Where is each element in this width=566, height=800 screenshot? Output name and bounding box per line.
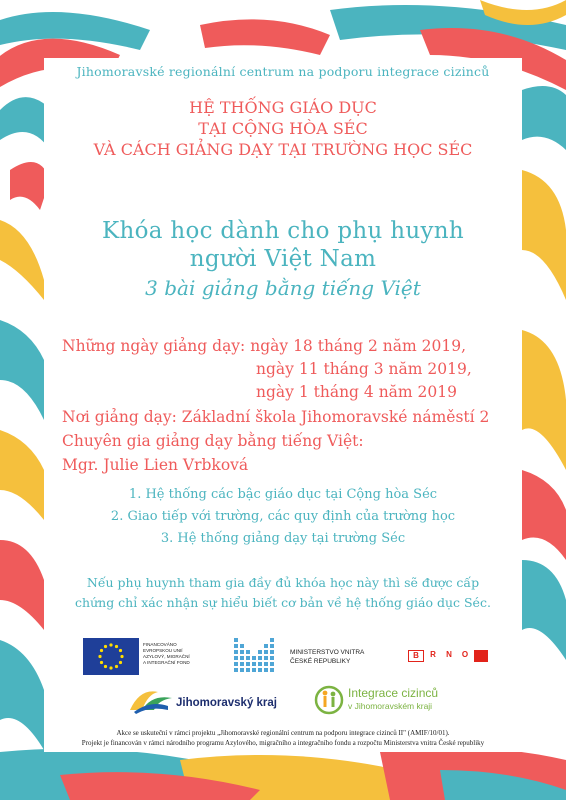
brno-letter: O bbox=[461, 650, 469, 659]
course-subtitle: 3 bài giảng bằng tiếng Việt bbox=[145, 276, 421, 300]
expert-name: Mgr. Julie Lien Vrbková bbox=[62, 456, 249, 474]
topic-item-2: 2. Giao tiếp với trường, các quy định của trường học bbox=[110, 509, 456, 524]
schedule-label: Những ngày giảng dạy: bbox=[62, 337, 246, 355]
jmk-arch-icon bbox=[128, 686, 174, 714]
eu-logo-text-line: AZYLOVÝ, MIGRAČNÍ bbox=[143, 654, 190, 659]
footer-line-1: Akce se uskuteční v rámci projektu „Jihomoravské regionální centrum na podporu integrace cizinců II" (AMIF/10/01). bbox=[116, 729, 450, 737]
note-line-1: Nếu phụ huynh tham gia đầy đủ khóa học này thì sẽ được cấp bbox=[86, 575, 480, 590]
footer-line-2: Projekt je financován v rámci národního programu Azylového, migračního a integračního fondu a rozpočtu Ministerstva vnitra České republiky bbox=[81, 739, 485, 747]
integrace-people-icon bbox=[314, 684, 344, 716]
eu-flag-logo bbox=[83, 638, 139, 675]
eu-logo-text-line: EVROPSKOU UNIÍ bbox=[143, 648, 183, 653]
schedule-date-2: ngày 11 tháng 3 năm 2019, bbox=[256, 360, 472, 378]
integrace-logo-subtitle: v Jihomoravském kraji bbox=[348, 701, 433, 711]
topic-item-3: 3. Hệ thống giảng dạy tại trường Séc bbox=[160, 531, 406, 546]
course-title-line-2: người Việt Nam bbox=[189, 246, 377, 272]
eu-logo-text-line: FINANCOVÁNO bbox=[143, 642, 177, 647]
schedule-line bbox=[62, 337, 466, 355]
eu-stars-icon bbox=[83, 638, 139, 675]
eu-logo-text-line: A INTEGRAČNÍ FOND bbox=[143, 660, 190, 665]
ministry-logo-text bbox=[290, 648, 364, 666]
ministry-logo-text-line: MINISTERSTVO VNITRA bbox=[290, 649, 365, 656]
expert-label: Chuyên gia giảng dạy bằng tiếng Việt: bbox=[62, 432, 364, 450]
jmk-logo-mark bbox=[128, 686, 174, 714]
organizer-name: Jihomoravské regionální centrum na podporu integrace cizinců bbox=[76, 64, 490, 79]
schedule-date-3: ngày 1 tháng 4 năm 2019 bbox=[256, 383, 457, 401]
brno-letter: N bbox=[446, 650, 452, 659]
location: Nơi giảng dạy: Základní škola Jihomoravské náměstí 2 bbox=[62, 408, 490, 426]
brno-square bbox=[474, 650, 488, 662]
course-title-line-1: Khóa học dành cho phụ huynh bbox=[102, 218, 464, 244]
integrace-logo-title: Integrace cizinců bbox=[348, 686, 439, 700]
eu-logo-text bbox=[143, 642, 190, 666]
brno-logo bbox=[408, 650, 488, 662]
integrace-logo-mark bbox=[314, 684, 344, 716]
ministry-logo-text-line: ČESKÉ REPUBLIKY bbox=[290, 658, 351, 665]
integrace-logo-text bbox=[348, 686, 438, 711]
note-line-2: chứng chỉ xác nhận sự hiểu biết cơ bản về hệ thống giáo dục Séc. bbox=[75, 595, 491, 610]
ministry-logo-mark bbox=[232, 636, 284, 676]
topic-item-1: 1. Hệ thống các bậc giáo dục tại Cộng hòa Séc bbox=[128, 487, 438, 502]
title-line-2: TẠI CỘNG HÒA SÉC bbox=[198, 119, 368, 138]
schedule-date-1: ngày 18 tháng 2 năm 2019, bbox=[250, 337, 467, 355]
jmk-logo-text: Jihomoravský kraj bbox=[176, 697, 278, 709]
brno-letter: R bbox=[430, 650, 436, 659]
ministry-dots-icon bbox=[232, 636, 284, 676]
title-line-3: VÀ CÁCH GIẢNG DẠY TẠI TRƯỜNG HỌC SÉC bbox=[93, 140, 473, 159]
brno-letter: B bbox=[408, 650, 424, 662]
title-line-1: HỆ THỐNG GIÁO DỤC bbox=[189, 98, 377, 117]
